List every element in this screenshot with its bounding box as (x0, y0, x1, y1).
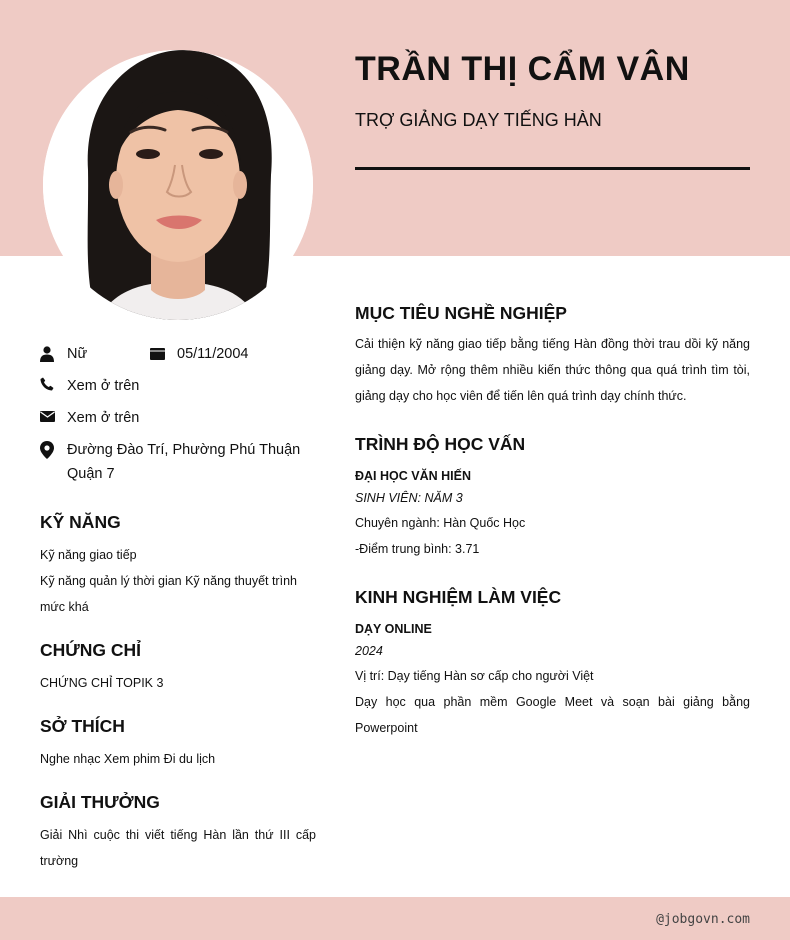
gender-value: Nữ (67, 346, 88, 362)
profile-photo-illustration (43, 50, 313, 320)
mail-icon (38, 406, 56, 426)
certificates-heading: CHỨNG CHỈ (40, 640, 142, 660)
job-title: TRỢ GIẢNG DẠY TIẾNG HÀN (355, 110, 602, 130)
awards-heading: GIẢI THƯỞNG (40, 792, 160, 812)
experience-year: 2024 (355, 644, 383, 658)
skill-item: mức khá (40, 600, 89, 614)
company-name: DẠY ONLINE (355, 622, 432, 636)
hobbies-item: Nghe nhạc Xem phim Đi du lịch (40, 752, 216, 766)
email-row (38, 406, 139, 430)
skill-item: Kỹ năng giao tiếp (40, 548, 137, 562)
email-value: Xem ở trên (67, 410, 140, 426)
experience-description: Dạy học qua phần mềm Google Meet và soạn bài giảng bằng Powerpoint (355, 695, 750, 735)
education-heading: TRÌNH ĐỘ HỌC VẤN (355, 434, 526, 454)
address-line-2: Quận 7 (67, 466, 115, 482)
calendar-icon (148, 344, 166, 364)
education-block (355, 465, 750, 562)
birthdate-row (148, 342, 249, 366)
location-pin-icon (38, 440, 56, 460)
hobbies-heading: SỞ THÍCH (40, 716, 125, 736)
experience-block (355, 618, 750, 741)
experience-position: Vị trí: Dạy tiếng Hàn sơ cấp cho người Việt (355, 669, 594, 683)
certificate-item: CHỨNG CHỈ TOPIK 3 (40, 676, 164, 690)
gender-row (38, 342, 87, 366)
phone-value: Xem ở trên (67, 378, 140, 394)
objective-heading: MỤC TIÊU NGHỀ NGHIỆP (355, 303, 567, 323)
award-line-2: trường (40, 854, 79, 868)
gpa: -Điểm trung bình: 3.71 (355, 542, 480, 556)
school-name: ĐẠI HỌC VĂN HIẾN (355, 469, 471, 483)
awards-text (40, 822, 316, 874)
birthdate-value: 05/11/2004 (177, 346, 249, 362)
experience-heading: KINH NGHIỆM LÀM VIỆC (355, 587, 562, 607)
title-divider (355, 167, 750, 170)
candidate-name: TRẦN THỊ CẨM VÂN (355, 50, 690, 88)
award-line-1: Giải Nhì cuộc thi viết tiếng Hàn lần thứ III cấp (40, 828, 316, 842)
study-status: SINH VIÊN: NĂM 3 (355, 491, 463, 505)
phone-icon (38, 374, 56, 394)
person-icon (38, 344, 56, 364)
address-line-1: Đường Đào Trí, Phường Phú Thuận (67, 442, 301, 458)
address-row (38, 438, 300, 486)
skills-heading: KỸ NĂNG (40, 512, 121, 532)
profile-photo (43, 50, 313, 320)
objective-text: Cải thiện kỹ năng giao tiếp bằng tiếng Hàn đồng thời trau dồi kỹ năng giảng dạy. Mở rộng thêm nhiều kiến thức thông qua quá trình tìm tòi, giảng dạy cho học viên để tiến lên quá trình dạy chính thức. (355, 337, 750, 403)
phone-row (38, 374, 139, 398)
skill-item: Kỹ năng quản lý thời gian Kỹ năng thuyết trình (40, 574, 297, 588)
footer-watermark: @jobgovn.com (656, 912, 750, 927)
major: Chuyên ngành: Hàn Quốc Học (355, 516, 526, 530)
skills-list (40, 542, 320, 620)
